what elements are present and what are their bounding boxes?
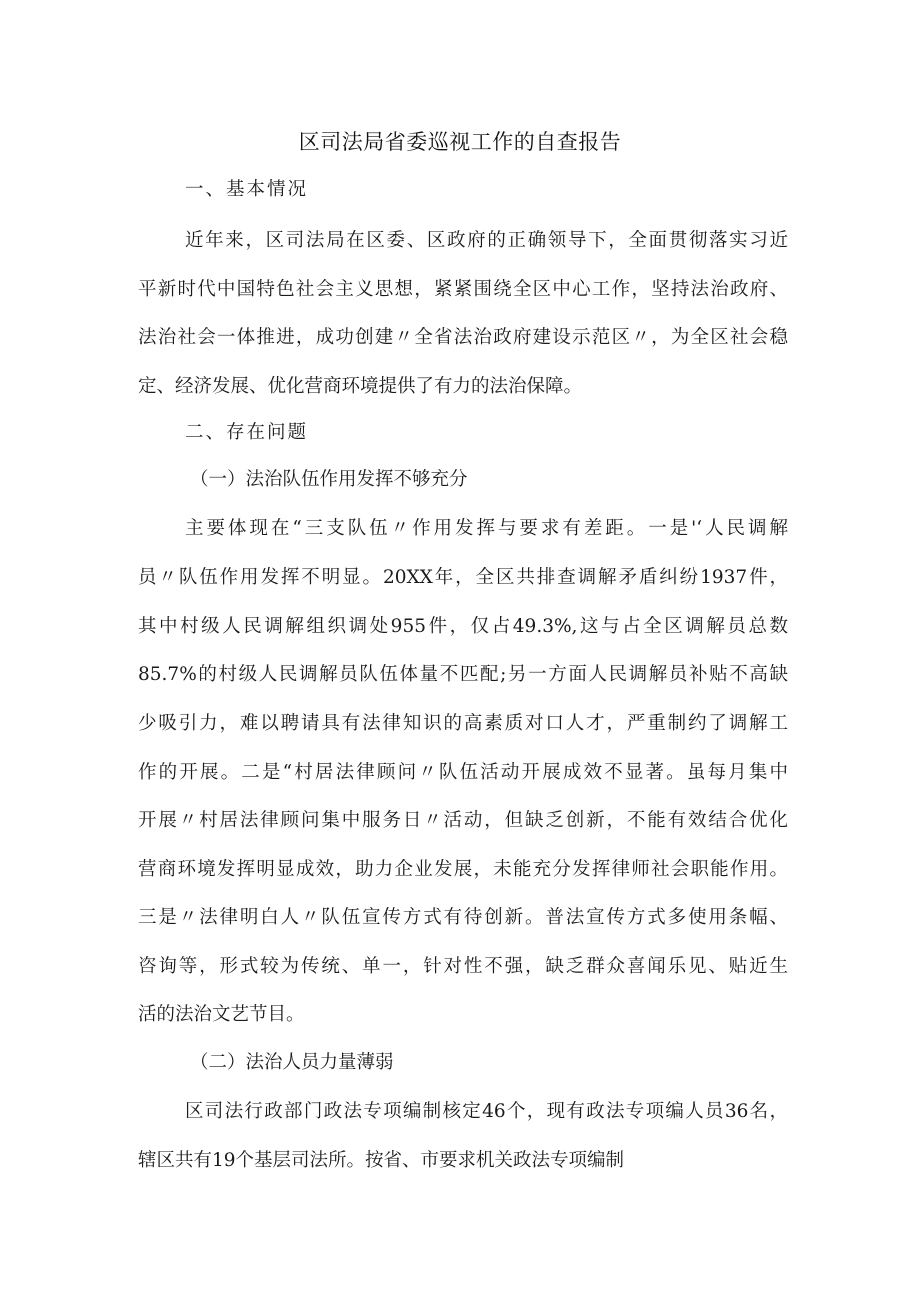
paragraph-line: 辖区共有19个基层司法所。按省、市要求机关政法专项编制 bbox=[138, 1150, 625, 1171]
paragraph-line: 区司法行政部门政法专项编制核定46个，现有政法专项编人员36名， bbox=[185, 1101, 788, 1122]
paragraph-line: 活的法治文艺节目。 bbox=[138, 1004, 305, 1025]
subsection-heading: （一）法治队伍作用发挥不够充分 bbox=[190, 469, 468, 490]
paragraph-line: 其中村级人民调解组织调处955件，仅占49.3%,这与占全区调解员总数 bbox=[138, 616, 788, 637]
paragraph-line: 作的开展。二是“村居法律顾问〃队伍活动开展成效不显著。虽每月集中 bbox=[138, 762, 788, 783]
paragraph-line: 定、经济发展、优化营商环境提供了有力的法治保障。 bbox=[138, 376, 583, 397]
paragraph-line: 营商环境发挥明显成效，助力企业发展，未能充分发挥律师社会职能作用。 bbox=[138, 859, 788, 880]
subsection-heading: （二）法治人员力量薄弱 bbox=[190, 1052, 394, 1073]
paragraph-line: 员〃队伍作用发挥不明显。20XX年，全区共排查调解矛盾纠纷1937件， bbox=[138, 567, 788, 588]
paragraph-line: 85.7%的村级人民调解员队伍体量不匹配;另一方面人民调解员补贴不高缺 bbox=[138, 664, 788, 685]
paragraph-line: 开展〃村居法律顾问集中服务日〃活动，但缺乏创新，不能有效结合优化 bbox=[138, 810, 788, 831]
paragraph-line: 主要体现在“三支队伍〃作用发挥与要求有差距。一是'‘人民调解 bbox=[185, 518, 788, 539]
paragraph-line: 近年来，区司法局在区委、区政府的正确领导下，全面贯彻落实习近 bbox=[185, 230, 788, 251]
paragraph-line: 咨询等，形式较为传统、单一，针对性不强，缺乏群众喜闻乐见、贴近生 bbox=[138, 956, 788, 977]
section-heading-problems: 二、存在问题 bbox=[185, 422, 309, 443]
paragraph-line: 三是〃法律明白人〃队伍宣传方式有待创新。普法宣传方式多使用条幅、 bbox=[138, 907, 788, 928]
section-heading-basic: 一、基本情况 bbox=[185, 179, 309, 200]
document-title: 区司法局省委巡视工作的自查报告 bbox=[298, 130, 622, 154]
paragraph-line: 法治社会一体推进，成功创建〃全省法治政府建设示范区〃，为全区社会稳 bbox=[138, 327, 788, 348]
paragraph-line: 少吸引力，难以聘请具有法律知识的高素质对口人才，严重制约了调解工 bbox=[138, 713, 788, 734]
paragraph-line: 平新时代中国特色社会主义思想，紧紧围绕全区中心工作，坚持法治政府、 bbox=[138, 279, 788, 300]
